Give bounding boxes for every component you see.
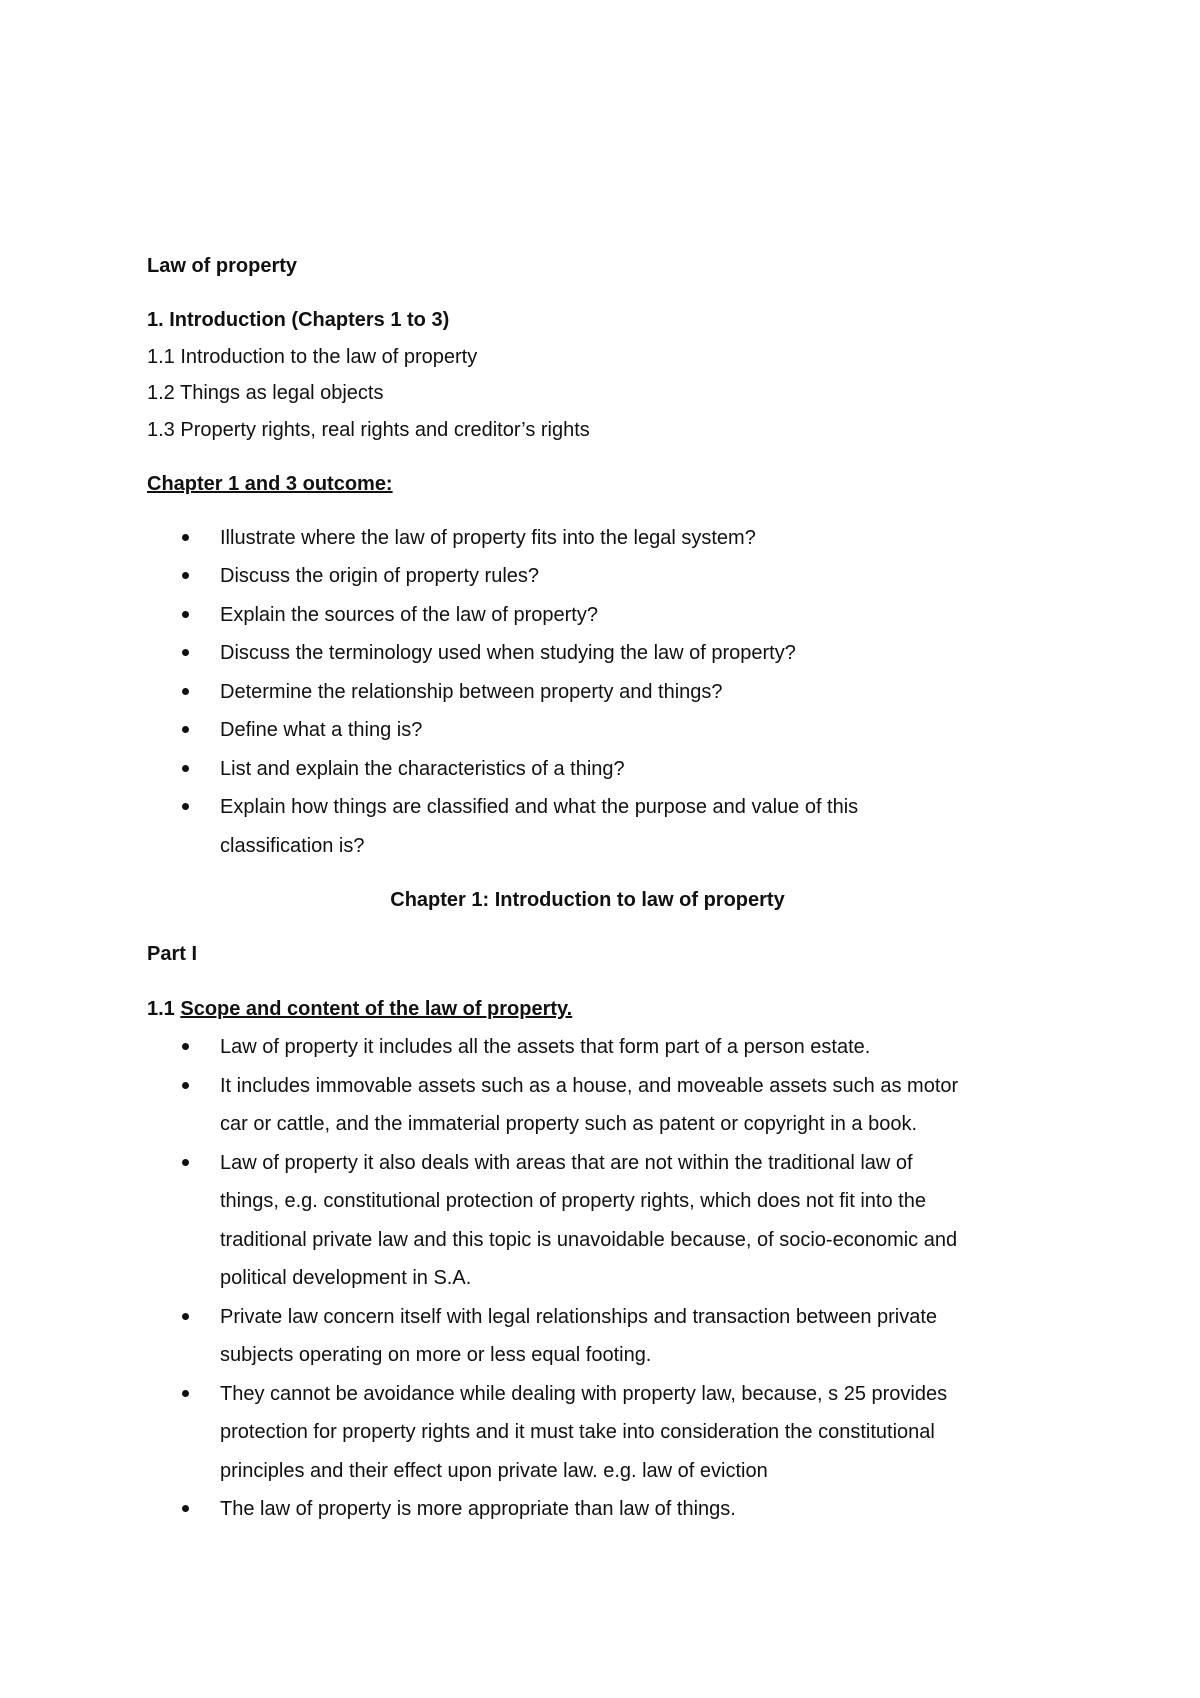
scope-text-continued: car or cattle, and the immaterial property such as patent or copyright in a book. <box>220 1113 918 1135</box>
scope-text: The law of property is more appropriate than law of things. <box>220 1498 736 1520</box>
scope-title: Scope and content of the law of property. <box>180 998 573 1020</box>
chapter-heading: Chapter 1: Introduction to law of property <box>390 889 785 911</box>
scope-item <box>0 1305 1200 1329</box>
bullet-icon <box>182 726 189 733</box>
outcome-item <box>0 564 1200 588</box>
bullet-icon <box>182 765 189 772</box>
bullet-icon <box>182 1505 189 1512</box>
outcome-text: Discuss the terminology used when studying the law of property? <box>220 642 796 664</box>
bullet-icon <box>182 572 189 579</box>
bullet-icon <box>182 803 189 810</box>
toc-item: 1.3 Property rights, real rights and creditor’s rights <box>147 419 590 441</box>
scope-text-continued: traditional private law and this topic is unavoidable because, of socio-economic and <box>220 1229 958 1251</box>
scope-text: It includes immovable assets such as a house, and moveable assets such as motor <box>220 1075 959 1097</box>
outcome-text: Define what a thing is? <box>220 719 423 741</box>
toc-item: 1.2 Things as legal objects <box>147 382 384 404</box>
bullet-icon <box>182 1313 189 1320</box>
scope-text: Private law concern itself with legal relationships and transaction between private <box>220 1306 938 1328</box>
scope-item <box>0 1074 1200 1098</box>
outcome-text: Illustrate where the law of property fits into the legal system? <box>220 527 756 549</box>
scope-item <box>0 1035 1200 1059</box>
scope-number: 1.1 <box>147 998 181 1020</box>
scope-text: Law of property it also deals with areas that are not within the traditional law of <box>220 1152 913 1174</box>
outcome-text: Explain how things are classified and what the purpose and value of this <box>220 796 859 818</box>
scope-text-continued: principles and their effect upon private law. e.g. law of eviction <box>220 1460 768 1482</box>
outcome-text: List and explain the characteristics of a thing? <box>220 758 625 780</box>
outcome-text: Explain the sources of the law of property? <box>220 604 598 626</box>
bullet-icon <box>182 688 189 695</box>
bullet-icon <box>182 1043 189 1050</box>
outcome-item <box>0 680 1200 704</box>
bullet-icon <box>182 611 189 618</box>
bullet-icon <box>182 1159 189 1166</box>
scope-text-continued: things, e.g. constitutional protection of property rights, which does not fit into the <box>220 1190 926 1212</box>
scope-text: They cannot be avoidance while dealing with property law, because, s 25 provides <box>220 1383 948 1405</box>
outcome-item <box>0 603 1200 627</box>
outcome-text-continued: classification is? <box>220 835 365 857</box>
outcome-item <box>0 526 1200 550</box>
bullet-icon <box>182 1082 189 1089</box>
bullet-icon <box>182 534 189 541</box>
scope-text-continued: protection for property rights and it must take into consideration the constitutional <box>220 1421 935 1443</box>
outcome-item <box>0 757 1200 781</box>
outcome-text: Discuss the origin of property rules? <box>220 565 540 587</box>
scope-text-continued: subjects operating on more or less equal footing. <box>220 1344 652 1366</box>
scope-item <box>0 1497 1200 1521</box>
bullet-icon <box>182 649 189 656</box>
document-title: Law of property <box>147 255 298 277</box>
outcome-item <box>0 718 1200 742</box>
outcome-item <box>0 795 1200 819</box>
outcome-text: Determine the relationship between property and things? <box>220 681 723 703</box>
section-heading: 1. Introduction (Chapters 1 to 3) <box>147 309 450 331</box>
scope-item <box>0 1151 1200 1175</box>
bullet-icon <box>182 1390 189 1397</box>
part-heading: Part I <box>147 943 198 965</box>
scope-item <box>0 1382 1200 1406</box>
outcome-heading: Chapter 1 and 3 outcome: <box>147 473 393 495</box>
scope-heading <box>147 997 572 1021</box>
toc-item: 1.1 Introduction to the law of property <box>147 346 478 368</box>
scope-text: Law of property it includes all the assets that form part of a person estate. <box>220 1036 871 1058</box>
outcome-item <box>0 641 1200 665</box>
scope-text-continued: political development in S.A. <box>220 1267 472 1289</box>
